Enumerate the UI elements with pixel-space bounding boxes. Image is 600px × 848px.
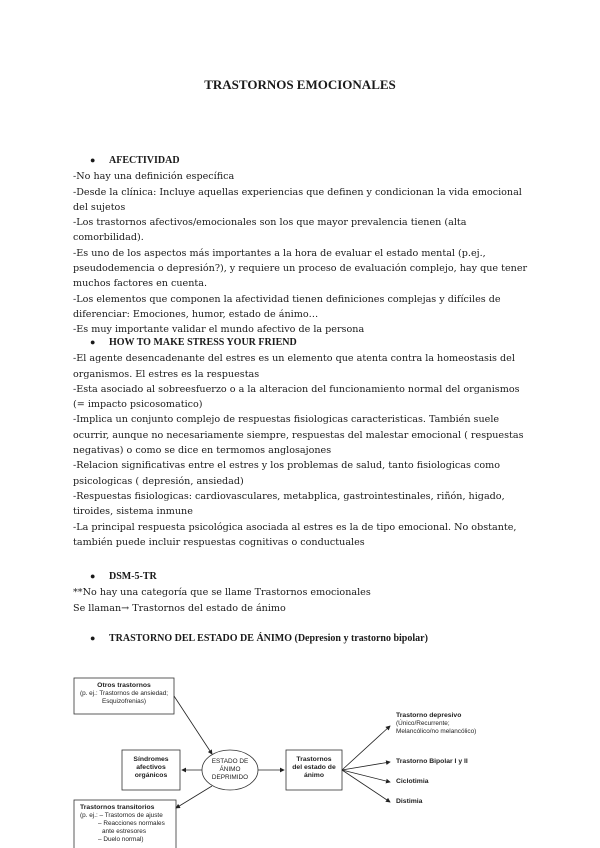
bullet-icon: ● — [90, 571, 96, 581]
paragraph-line: -Los elementos que componen la afectividad tienen definiciones complejas y difíciles de diferenciar: Emociones, humor, estado de ánimo… — [73, 293, 501, 320]
trastorno-depresivo-label: Trastorno depresivo (Único/Recurrente; Melancólico/no melancólico) — [396, 712, 477, 735]
bullet-icon: ● — [90, 155, 96, 165]
paragraph-line: **No hay una categoría que se llame Trastornos emocionales — [73, 587, 371, 599]
sindromes-label: Síndromes afectivos orgánicos — [133, 756, 169, 779]
paragraph-line: -La principal respuesta psicológica asociada al estres es la de tipo emocional. No obstante, también puede incluir respuestas cognitivas o conductuales — [73, 521, 517, 548]
paragraph-line: -Es muy importante validar el mundo afectivo de la persona — [73, 324, 365, 336]
paragraph-line: -Respuestas fisiologicas: cardiovasculares, metabplica, gastrointestinales, riñón, higado, tiroides, sistema inmune — [73, 490, 505, 518]
mood-disorder-diagram — [70, 668, 550, 848]
paragraph-line: -Desde la clínica: Incluye aquellas experiencias que definen y condicionan la vida emocional del sujetos — [73, 186, 522, 213]
section-heading: ● HOW TO MAKE STRESS YOUR FRIEND — [73, 335, 533, 350]
paragraph-line: -Es uno de los aspectos más importantes a la hora de evaluar el estado mental (p.ej., pseudodemencia o depresión?), y requiere un proceso de evaluación complejo, hay que tener muchos factores en cuenta. — [73, 247, 528, 290]
paragraph-line: -Relacion significativas entre el estres y los problemas de salud, tanto fisiologicas como psicologicas ( depresión, ansiedad) — [73, 460, 501, 487]
bullet-icon: ● — [90, 633, 96, 643]
paragraph-line: -Los trastornos afectivos/emocionales son los que mayor prevalencia tienen (alta comorbilidad). — [73, 217, 467, 244]
trastorno-bipolar-label: Trastorno Bipolar I y II — [396, 758, 468, 765]
page-title: TRASTORNOS EMOCIONALES — [204, 77, 396, 92]
section-trastorno-animo — [73, 631, 533, 647]
paragraph-line: -Implica un conjunto complejo de respuestas fisiologicas caracteristicas. También suele ocurrir, aunque no necesariamente siempre, respuestas del malestar emocional ( respuestas negativas) o como se dice en termomos anglosajones — [73, 414, 524, 457]
section-stress — [73, 335, 533, 550]
transitorios-label: Trastornos transitorios (p. ej.: – Trastornos de ajuste – Reacciones normales ante estresores – Duelo normal) — [80, 804, 165, 843]
paragraph-line: Se llaman→ Trastornos del estado de ánimo — [73, 602, 286, 614]
estado-animo-label: ESTADO DE ÁNIMO DEPRIMIDO — [211, 758, 249, 781]
section-heading: ● DSM-5-TR — [73, 569, 533, 584]
section-dsm — [73, 569, 533, 616]
section-heading: ● TRASTORNO DEL ESTADO DE ÁNIMO (Depresion y trastorno bipolar) — [73, 631, 533, 646]
distimia-label: Distimia — [396, 798, 423, 805]
bullet-icon: ● — [90, 337, 96, 347]
paragraph-line: -Esta asociado al sobreesfuerzo o a la alteracion del funcionamiento normal del organismos (= impacto psicosomatico) — [73, 383, 520, 411]
section-afectividad — [73, 153, 533, 338]
ciclotimia-label: Ciclotimia — [396, 778, 429, 785]
trastornos-estado-label: Trastornos del estado de ánimo — [292, 756, 336, 779]
section-heading: ● AFECTIVIDAD — [73, 153, 533, 168]
otros-trastornos-label: Otros trastornos (p. ej.: Trastornos de ansiedad; Esquizofrenias) — [79, 682, 169, 705]
paragraph-line: -No hay una definición específica — [73, 171, 235, 183]
paragraph-line: -El agente desencadenante del estres es un elemento que atenta contra la homeostasis del organismos. El estres es la respuestas — [73, 353, 515, 380]
